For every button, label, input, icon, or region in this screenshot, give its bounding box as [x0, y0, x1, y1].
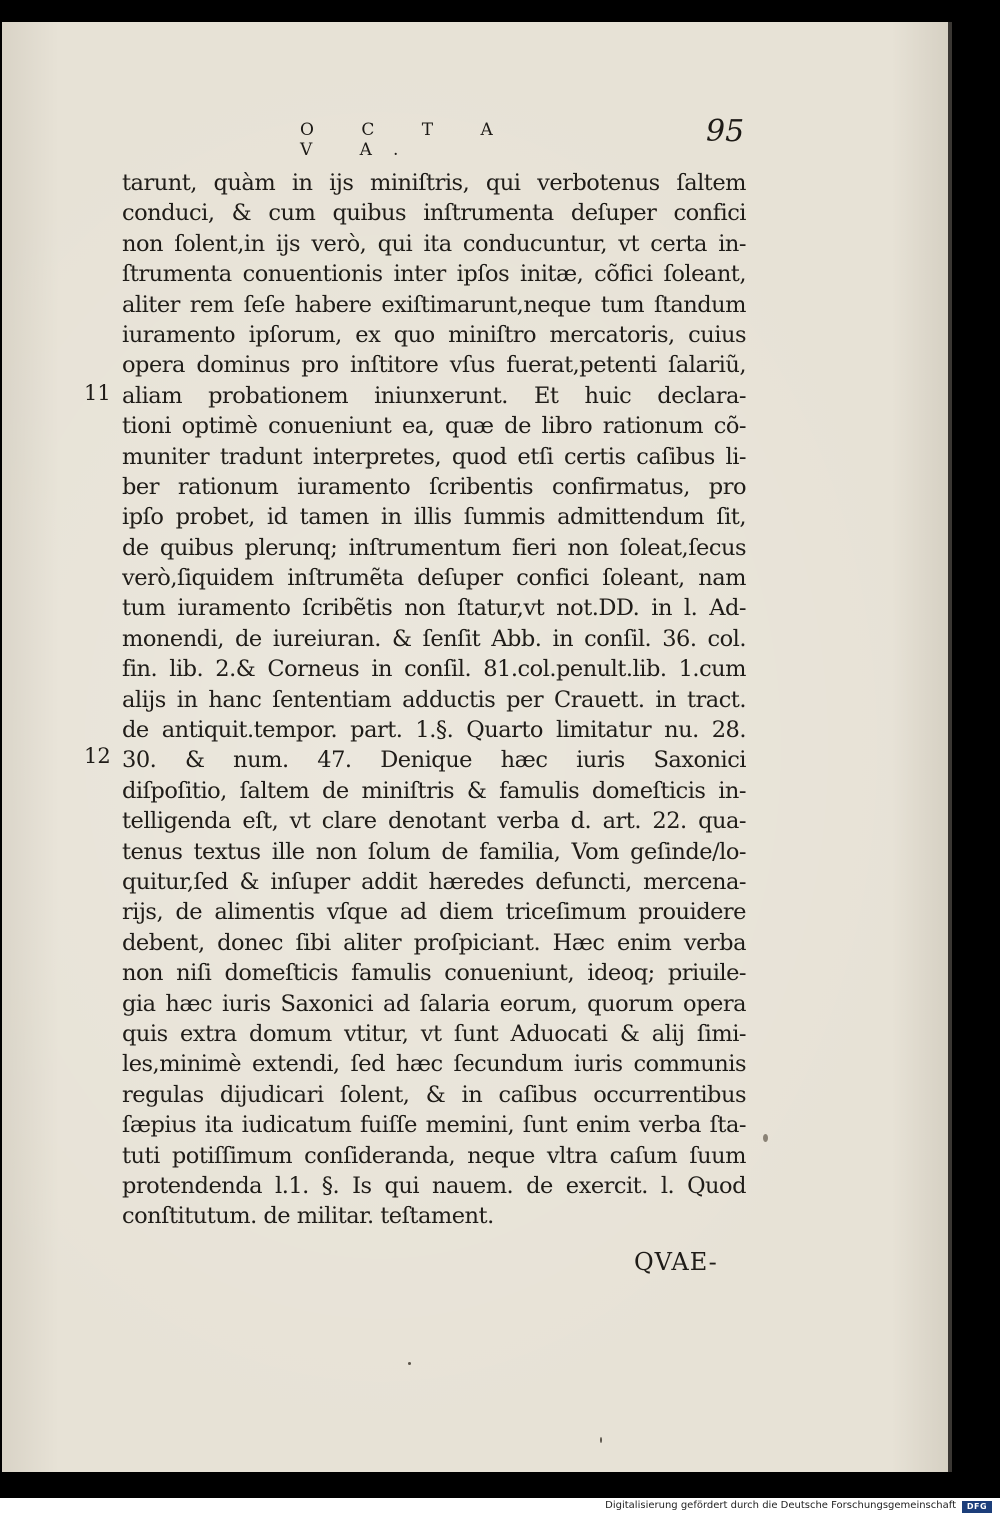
- text-line: conduci, & cum quibus inſtrumenta deſuper confici: [122, 200, 746, 227]
- text-line: de quibus plerunq; inſtrumentum fieri non ſoleat,ſecus: [122, 534, 746, 561]
- text-line: aliam probationem iniunxerunt. Et huic declara-: [122, 382, 746, 409]
- text-line: debent, donec ſibi aliter proſpiciant. Hæc enim verba: [122, 929, 746, 956]
- margin-note-11: 11: [84, 381, 111, 405]
- paper-speck: [600, 1437, 602, 1443]
- text-line: ipſo probet, id tamen in illis ſummis admittendum ſit,: [122, 504, 746, 531]
- body-text: [122, 168, 746, 1232]
- dfg-logo: DFG: [962, 1501, 992, 1513]
- text-line: ſtrumenta conuentionis inter ipſos initæ, cõfici ſoleant,: [122, 261, 746, 288]
- text-line-last: conſtitutum. de militar. teſtament.: [122, 1203, 494, 1230]
- catchword: QVAE-: [634, 1248, 718, 1276]
- text-line: les,minimè extendi, ſed hæc ſecundum iuris communis: [122, 1051, 746, 1078]
- text-line: iuramento ipſorum, ex quo miniſtro mercatoris, cuius: [122, 321, 746, 348]
- page-number: 95: [706, 114, 745, 149]
- text-line: 30. & num. 47. Denique hæc iuris Saxonici: [122, 747, 746, 774]
- text-line: ſæpius ita iudicatum fuiſſe memini, ſunt enim verba ſta-: [122, 1112, 746, 1139]
- text-line: tarunt, quàm in ijs miniſtris, qui verbotenus ſaltem: [122, 170, 746, 196]
- text-line: muniter tradunt interpretes, quod etſi certis caſibus li-: [122, 443, 746, 470]
- text-line: opera dominus pro inſtitore vſus fuerat,petenti ſalariũ,: [122, 352, 746, 379]
- text-line: fin. lib. 2.& Corneus in conſil. 81.col.penult.lib. 1.cum: [122, 656, 746, 683]
- text-line: de antiquit.tempor. part. 1.§. Quarto limitatur nu. 28.: [122, 717, 746, 744]
- paper-speck: [763, 1134, 768, 1142]
- text-line: tum iuramento ſcribẽtis non ſtatur,vt not.DD. in l. Ad-: [122, 595, 746, 622]
- text-line: quis extra domum vtitur, vt ſunt Aduocati & alij ſimi-: [122, 1020, 746, 1047]
- margin-note-12: 12: [84, 744, 111, 768]
- text-line: tioni optimè conueniunt ea, quæ de libro rationum cõ-: [122, 413, 746, 440]
- text-line: protendenda l.1. §. Is qui nauem. de exercit. l. Quod: [122, 1172, 746, 1199]
- text-line: aliter rem ſeſe habere exiſtimarunt,neque tum ſtandum: [122, 291, 746, 318]
- paper-speck: [408, 1362, 411, 1365]
- text-line: gia hæc iuris Saxonici ad ſalaria eorum, quorum opera: [122, 990, 746, 1017]
- footer-credit: Digitalisierung gefördert durch die Deutsche Forschungsgemeinschaft: [605, 1500, 956, 1511]
- text-line: non ſolent,in ijs verò, qui ita conducuntur, vt certa in-: [122, 230, 746, 257]
- text-line: tuti potiſſimum conſideranda, neque vltra caſum ſuum: [122, 1142, 746, 1169]
- text-line: non niſi domeſticis famulis conueniunt, ideoq; priuile-: [122, 960, 746, 987]
- text-line: tenus textus ille non ſolum de familia, Vom geſinde/lo-: [122, 838, 746, 865]
- text-line: monendi, de iureiuran. & ſenſit Abb. in conſil. 36. col.: [122, 625, 746, 652]
- text-line: rijs, de alimentis vſque ad diem triceſimum prouidere: [122, 899, 746, 926]
- page-edge-shadow: [948, 22, 952, 1472]
- text-line: verò,ſiquidem inſtrumẽta deſuper confici ſoleant, nam: [122, 565, 746, 592]
- text-line: ber rationum iuramento ſcribentis confirmatus, pro: [122, 473, 746, 500]
- text-line: diſpoſitio, ſaltem de miniſtris & famulis domeſticis in-: [122, 777, 746, 804]
- text-line: alijs in hanc ſententiam adductis per Crauett. in tract.: [122, 686, 746, 713]
- text-line: telligenda eſt, vt clare denotant verba d. art. 22. qua-: [122, 808, 746, 835]
- text-line: quitur,ſed & inſuper addit hæredes defuncti, mercena-: [122, 868, 746, 895]
- text-line: regulas dijudicari ſolent, & in caſibus occurrentibus: [122, 1081, 746, 1108]
- running-head: O C T A V A.: [300, 120, 514, 160]
